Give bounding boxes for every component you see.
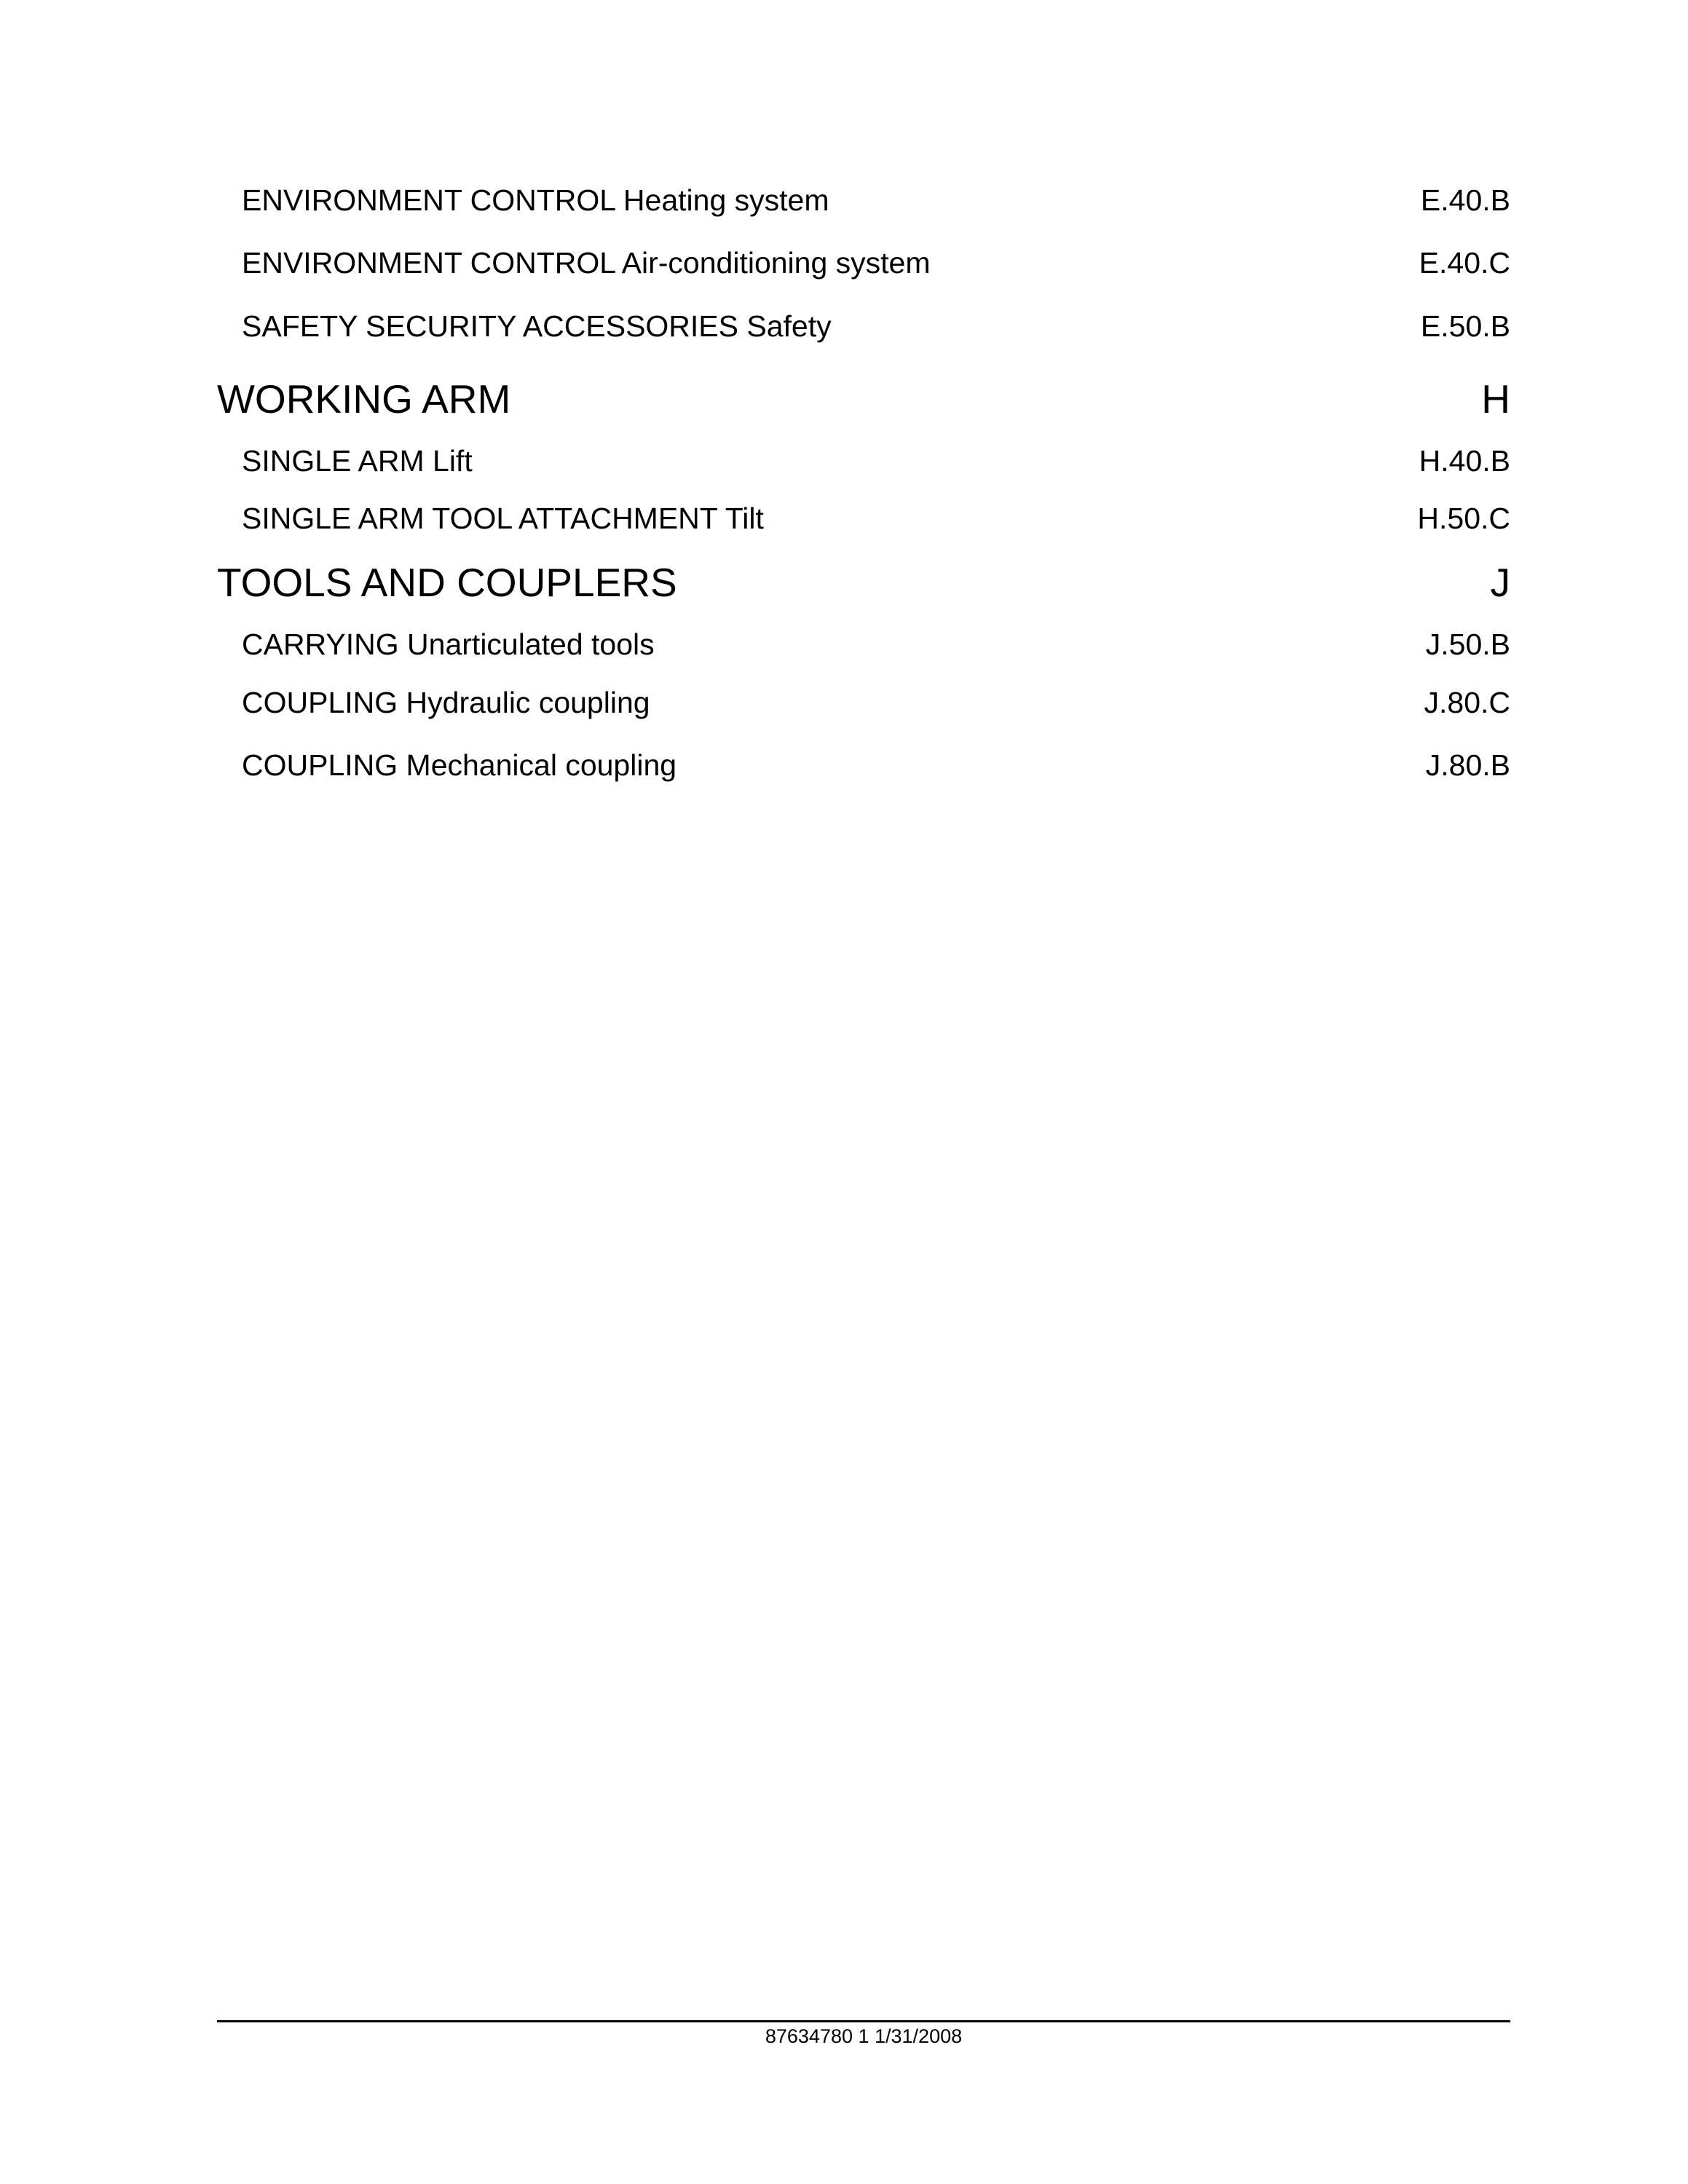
toc-section-title: TOOLS AND COUPLERS bbox=[217, 560, 677, 605]
toc-entry-title: COUPLING Mechanical coupling bbox=[242, 748, 677, 782]
toc-entry-code: E.40.C bbox=[1419, 246, 1510, 280]
toc-entry-code: J.80.B bbox=[1425, 748, 1510, 782]
toc-entry[interactable] bbox=[217, 444, 1510, 478]
toc-section-title: WORKING ARM bbox=[217, 376, 511, 422]
toc-section-code: J bbox=[1490, 560, 1510, 605]
toc-entry-code: H.40.B bbox=[1419, 444, 1510, 478]
toc-entry-title: COUPLING Hydraulic coupling bbox=[242, 686, 650, 719]
toc-section-heading[interactable] bbox=[217, 559, 1510, 606]
toc-entry[interactable] bbox=[217, 309, 1510, 344]
toc-entry-code: E.40.B bbox=[1420, 183, 1510, 217]
toc-entry-title: ENVIRONMENT CONTROL Air-conditioning system bbox=[242, 246, 931, 280]
toc-entry-code: E.50.B bbox=[1420, 309, 1510, 343]
toc-entry-code: J.50.B bbox=[1425, 628, 1510, 661]
toc-entry-code: H.50.C bbox=[1417, 502, 1510, 535]
toc-entry-title: SINGLE ARM TOOL ATTACHMENT Tilt bbox=[242, 502, 764, 535]
toc-entry-title: SINGLE ARM Lift bbox=[242, 444, 473, 478]
toc-entry[interactable] bbox=[217, 686, 1510, 720]
footer-rule bbox=[217, 2020, 1510, 2022]
toc-entry-title: SAFETY SECURITY ACCESSORIES Safety bbox=[242, 309, 832, 343]
toc-entry[interactable] bbox=[217, 246, 1510, 280]
toc-entry-code: J.80.C bbox=[1424, 686, 1510, 719]
toc-section-code: H bbox=[1481, 376, 1510, 422]
footer-document-info: 87634780 1 1/31/2008 bbox=[765, 2025, 963, 2047]
toc-section-heading[interactable] bbox=[217, 376, 1510, 422]
toc-entry[interactable] bbox=[217, 502, 1510, 536]
toc-entry-title: CARRYING Unarticulated tools bbox=[242, 628, 655, 661]
toc-entry[interactable] bbox=[217, 183, 1510, 218]
toc-entry-title: ENVIRONMENT CONTROL Heating system bbox=[242, 183, 829, 217]
toc-entry[interactable] bbox=[217, 628, 1510, 662]
toc-entry[interactable] bbox=[217, 748, 1510, 783]
